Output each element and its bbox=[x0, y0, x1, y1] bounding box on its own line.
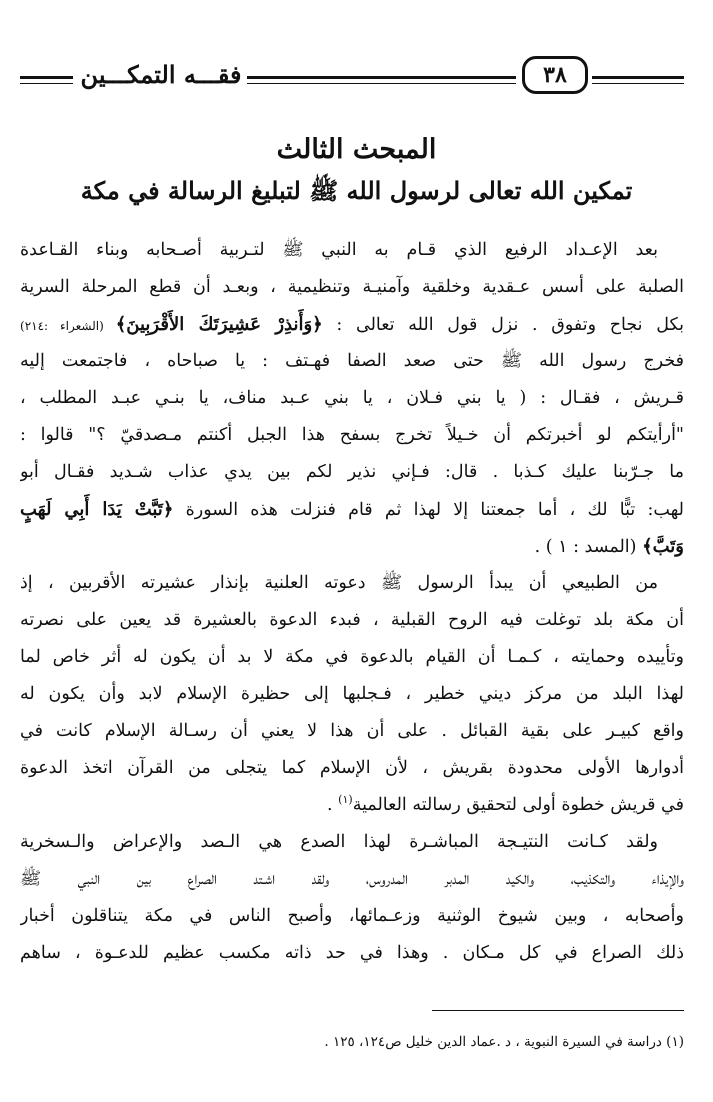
text-line bbox=[20, 232, 684, 269]
text-line bbox=[20, 565, 684, 602]
quran-verse: ﴿وَأَنذِرْ عَشِيرَتَكَ الأَقْرَبِينَ﴾ bbox=[115, 314, 323, 335]
body-text bbox=[20, 232, 684, 972]
text-run: لهب: تبًّا لك ، أما جمعتنا إلا لهذا ثم قام فنزلت هذه السورة bbox=[173, 500, 684, 520]
text-run: وتأييده وحمايته ، كـمـا أن القيام بالدعوة في مكة لا بد أن يكون له أثر خاص لما bbox=[20, 647, 684, 667]
text-run: قـريش ، فقـال : ( يا بني فـلان ، يا بني عـبد مناف، يا بنـي عبـد المطلب ، bbox=[20, 388, 684, 408]
text-line bbox=[20, 306, 684, 343]
text-line bbox=[20, 676, 684, 713]
text-run: فخرج رسول الله ﷺ حتى صعد الصفا فهـتف : يا صباحاه ، فاجتمعت إليه bbox=[20, 351, 684, 371]
text-run: في قريش خطوة أولى لتحقيق رسالته العالمية bbox=[352, 795, 684, 815]
text-line bbox=[20, 750, 684, 787]
section-heading: المبحث الثالث bbox=[276, 134, 437, 165]
chapter-title: تمكين الله تعالى لرسول الله ﷺ لتبليغ الرسالة في مكة bbox=[80, 176, 633, 205]
running-header bbox=[0, 52, 713, 104]
footnote-rule bbox=[432, 1010, 684, 1011]
text-line bbox=[20, 639, 684, 676]
text-line bbox=[20, 454, 684, 491]
text-run: . bbox=[327, 795, 339, 815]
text-run: بكل نجاح وتفوق . نزل قول الله تعالى : bbox=[322, 315, 684, 335]
quran-verse: ﴿تَبَّتْ يَدَا أَبِي لَهَبٍ bbox=[20, 499, 174, 520]
text-line bbox=[20, 713, 684, 750]
text-line bbox=[20, 898, 684, 935]
paragraph bbox=[20, 565, 684, 824]
paragraph bbox=[20, 232, 684, 565]
text-line bbox=[20, 491, 684, 528]
footnote: (١) دراسة في السيرة النبوية ، د .عماد الدين خليل ص١٢٤، ١٢٥ . bbox=[324, 1034, 684, 1050]
header-rule-left bbox=[20, 76, 73, 79]
text-line bbox=[20, 343, 684, 380]
text-line bbox=[20, 269, 684, 306]
text-run: "أرأيتكم لو أخبرتكم أن خـيلاً تخرج بسفح هذا الجبل أكنتم مـصدقيّ ؟" قالوا : bbox=[20, 425, 684, 445]
header-rule-middle bbox=[247, 76, 516, 79]
text-line bbox=[20, 528, 684, 565]
text-run: وأصحابه ، وبين شيوخ الوثنية وزعـمائها، وأصبح الناس في مكة يتناقلون أخبار bbox=[20, 906, 684, 926]
verse-citation: (الشعراء :٢١٤) bbox=[20, 319, 116, 333]
text-run: ولقد كـانت النتيـجة المباشـرة لهذا الصدع هي الـصد والإعراض والـسخرية bbox=[20, 832, 658, 852]
text-run: والإيذاء والتكذيب، والكيد المدبر المدروس، ولقد اشـتد الصراع بين النبي ﷺ bbox=[20, 869, 684, 889]
text-run: الصلبة على أسس عـقدية وخلقية وآمنيـة وتنظيمية ، وبعـد أن قطع المرحلة السرية bbox=[20, 277, 684, 297]
text-run: من الطبيعي أن يبدأ الرسول ﷺ دعوته العلنية بإنذار عشيرته الأقربين ، إذ bbox=[20, 573, 658, 593]
text-run: لهذا البلد من مركز ديني خطير ، فـجلبها إلى حظيرة الإسلام لابد وأن يكون له bbox=[20, 684, 684, 704]
text-run: أن مكة بلد توغلت فيه الروح القبلية ، فبدء الدعوة بالعشيرة قد يعين على نصرته bbox=[20, 610, 684, 630]
paragraph bbox=[20, 824, 684, 972]
text-run: ذلك الصراع في كل مـكان . وهذا في حد ذاته مكسب عظيم للدعـوة ، ساهم bbox=[20, 943, 684, 963]
text-line bbox=[20, 787, 684, 824]
text-run: ما جـرّبنا عليك كـذبا . قال: فـإني نذير لكم بين يدي عذاب شـديد فقـال أبو bbox=[20, 462, 684, 482]
footnote-ref: (١) bbox=[338, 793, 353, 807]
text-line bbox=[20, 380, 684, 417]
quran-verse: وَتَبَّ﴾ bbox=[642, 536, 684, 557]
text-line bbox=[20, 824, 684, 861]
text-line bbox=[20, 417, 684, 454]
text-run: (المسد : ١ ) . bbox=[534, 537, 643, 557]
running-title: فقـــه التمكـــين bbox=[80, 60, 242, 89]
header-rule-right bbox=[592, 76, 684, 79]
text-line bbox=[20, 602, 684, 639]
text-run: بعد الإعـداد الرفيع الذي قـام به النبي ﷺ لتـربية أصـحابه وبناء القـاعدة bbox=[20, 240, 658, 260]
text-run: واقع كبيـر على بقية القبائل . على أن هذا لا يعني أن رسـالة الإسلام كانت في bbox=[20, 721, 684, 741]
text-line bbox=[20, 935, 684, 972]
page-number: ٣٨ bbox=[522, 56, 588, 94]
text-run: أدوارها الأولى محدودة بقريش ، لأن الإسلام كما يتجلى من القرآن اتخذ الدعوة bbox=[20, 758, 684, 778]
text-line bbox=[20, 861, 684, 898]
